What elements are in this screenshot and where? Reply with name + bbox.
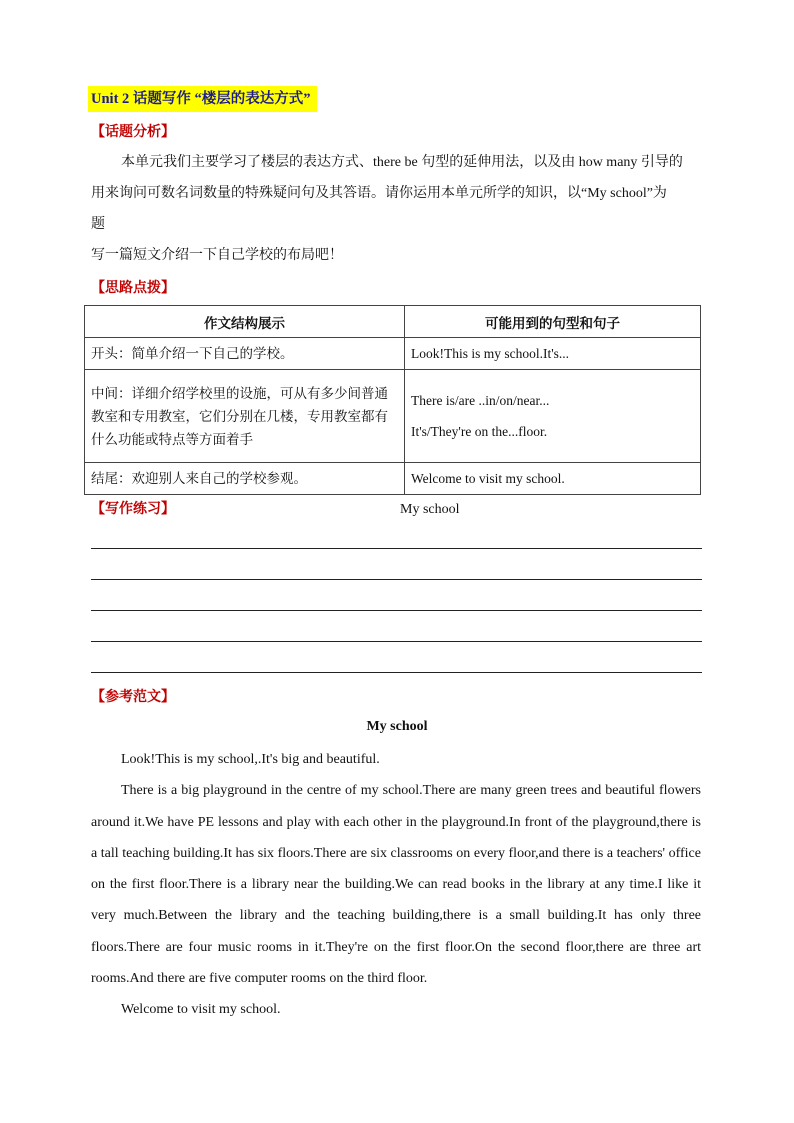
- tips-heading: 【思路点拨】: [91, 281, 175, 296]
- sentence-line: Welcome to visit my school.: [411, 471, 565, 486]
- essay-title: My school: [366, 719, 428, 734]
- sample-heading: 【参考范文】: [91, 690, 175, 705]
- column-header-structure: 作文结构展示: [85, 306, 405, 338]
- structure-cell: 开头：简单介绍一下自己的学校。: [85, 338, 405, 370]
- sentence-line: Look!This is my school.It's...: [411, 346, 570, 361]
- sentence-cell: [405, 370, 701, 463]
- writing-line: [91, 641, 702, 642]
- writing-line: [91, 610, 702, 611]
- sentence-line: There is/are ..in/on/near...: [411, 393, 550, 408]
- practice-heading: 【写作练习】: [91, 502, 175, 517]
- analysis-heading: 【话题分析】: [91, 125, 175, 140]
- sentence-cell: [405, 338, 701, 370]
- structure-cell: 结尾：欢迎别人来自己的学校参观。: [85, 463, 405, 495]
- analysis-line: 写一篇短文介绍一下自己学校的布局吧！: [91, 248, 343, 263]
- table-header-row: [85, 306, 701, 338]
- table-row: [85, 370, 701, 463]
- analysis-line: 题: [91, 217, 105, 232]
- writing-line: [91, 579, 702, 580]
- page-title: Unit 2 话题写作 “楼层的表达方式”: [88, 86, 317, 112]
- essay-paragraph: There is a big playground in the centre of my school.There are many green trees and beautiful flowers around it.We have PE lessons and play with each other in the playground.In front of the playground,there is a tall teaching building.It has six floors.There are six classrooms on every floor,and there is a teachers' office on the first floor.There is a library near the building.We can read books in the library at any time.I like it very much.Between the library and the teaching building,there is a small building.It has only three floors.There are four music rooms in it.They're on the first floor.On the second floor,there are three art rooms.And there are five computer rooms on the third floor.: [91, 783, 701, 987]
- essay-body: [91, 744, 701, 1026]
- analysis-line: 用来询问可数名词数量的特殊疑问句及其答语。请你运用本单元所学的知识，以“My school”为: [91, 186, 667, 201]
- structure-cell: 中间：详细介绍学校里的设施，可从有多少间普通教室和专用教室，它们分别在几楼，专用教室都有什么功能或特点等方面着手: [85, 370, 405, 463]
- sentence-line: It's/They're on the...floor.: [411, 424, 548, 439]
- sentence-cell: [405, 463, 701, 495]
- analysis-line: 本单元我们主要学习了楼层的表达方式、there be 句型的延伸用法，以及由 how many 引导的: [121, 155, 683, 170]
- table-row: [85, 338, 701, 370]
- outline-table: [84, 305, 701, 495]
- writing-line: [91, 548, 702, 549]
- practice-title: My school: [400, 502, 460, 517]
- table-row: [85, 463, 701, 495]
- column-header-sentences: 可能用到的句型和句子: [405, 306, 701, 338]
- essay-paragraph: Welcome to visit my school.: [121, 1002, 281, 1018]
- essay-paragraph: Look!This is my school,.It's big and beautiful.: [121, 752, 380, 767]
- writing-line: [91, 672, 702, 673]
- analysis-text: [91, 147, 705, 271]
